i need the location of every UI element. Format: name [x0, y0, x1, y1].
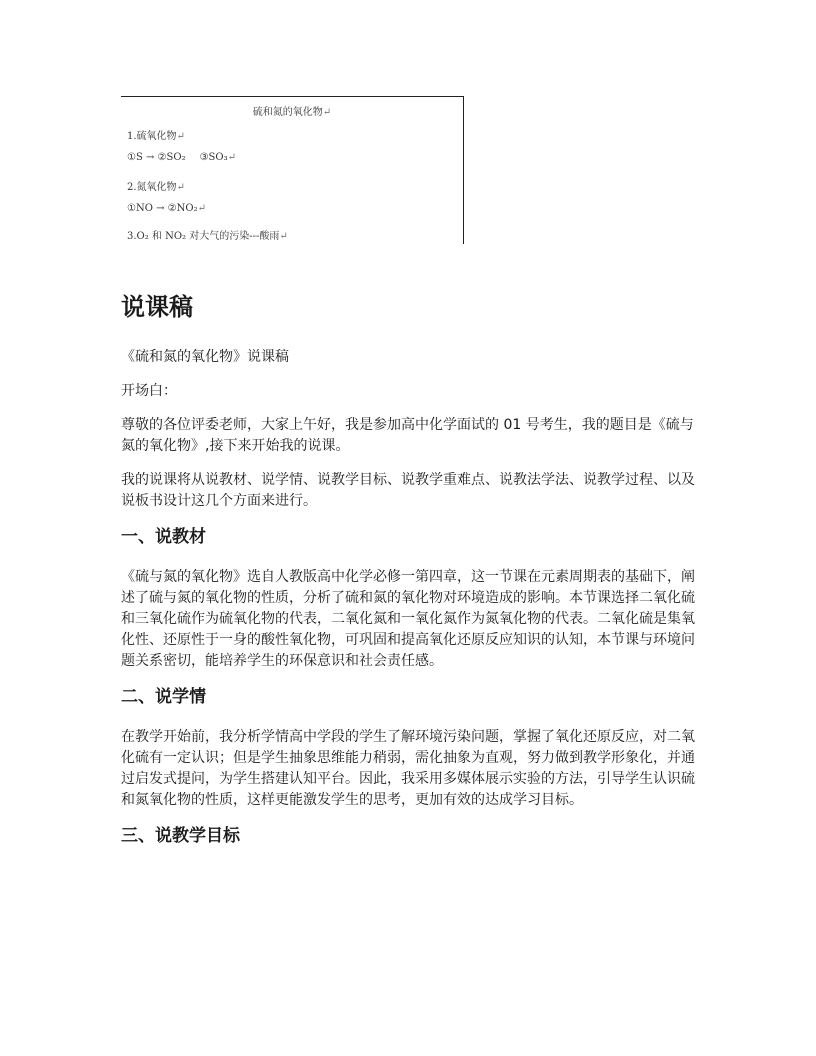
board-line-acid-rain: 3.O₂ 和 NO₂ 对大气的污染---酸雨↵ [127, 231, 288, 242]
blackboard-design-image [121, 96, 464, 244]
board-line-sulfur-oxides: 1.硫氧化物↵ [127, 131, 185, 142]
board-title: 硫和氮的氧化物↵ [252, 107, 332, 118]
intro-paragraph: 我的说课将从说教材、说学情、说教学目标、说教学重难点、说教法学法、说教学过程、以及说板书设计这几个方面来进行。 [121, 472, 695, 509]
document-body [121, 287, 701, 866]
board-line-nitrogen-oxides: 2.氮氧化物↵ [127, 182, 185, 193]
section-text-textbook: 《硫与氮的氧化物》选自人教版高中化学必修一第四章，这一节课在元素周期表的基础下，阐述了硫与氮的氧化物的性质，分析了硫和氮的氧化物对环境造成的影响。本节课选择二氧化硫和三氧化硫作为硫氧化物的代表，二氧化氮和一氧化氮作为氮氧化物的代表。二氧化硫是集氧化性、还原性于一身的酸性氧化物，可巩固和提高氧化还原反应知识的认知，本节课与环境问题关系密切，能培养学生的环保意识和社会责任感。 [121, 569, 695, 669]
board-line-nitrogen-chain: ①NO → ②NO₂↵ [127, 203, 206, 214]
section-text-students: 在教学开始前，我分析学情高中学段的学生了解环境污染问题，掌握了氧化还原反应，对二氧化硫有一定认识；但是学生抽象思维能力稍弱，需化抽象为直观，努力做到教学形象化，并通过启发式提问，为学生搭建认知平台。因此，我采用多媒体展示实验的方法，引导学生认识硫和氮氧化物的性质，这样更能激发学生的思考，更加有效的达成学习目标。 [121, 729, 695, 808]
section-heading-objectives: 三、说教学目标 [121, 826, 240, 846]
opening-label: 开场白： [121, 383, 177, 399]
lesson-subtitle: 《硫和氮的氧化物》说课稿 [121, 349, 289, 365]
page-title: 说课稿 [121, 293, 193, 321]
section-heading-students: 二、说学情 [121, 687, 206, 707]
opening-paragraph: 尊敬的各位评委老师，大家上午好，我是参加高中化学面试的 01 号考生，我的题目是《硫与氮的氧化物》,接下来开始我的说课。 [121, 417, 694, 454]
section-heading-textbook: 一、说教材 [121, 527, 206, 547]
board-line-sulfur-chain: ①S → ②SO₂ ③SO₃↵ [127, 152, 236, 163]
